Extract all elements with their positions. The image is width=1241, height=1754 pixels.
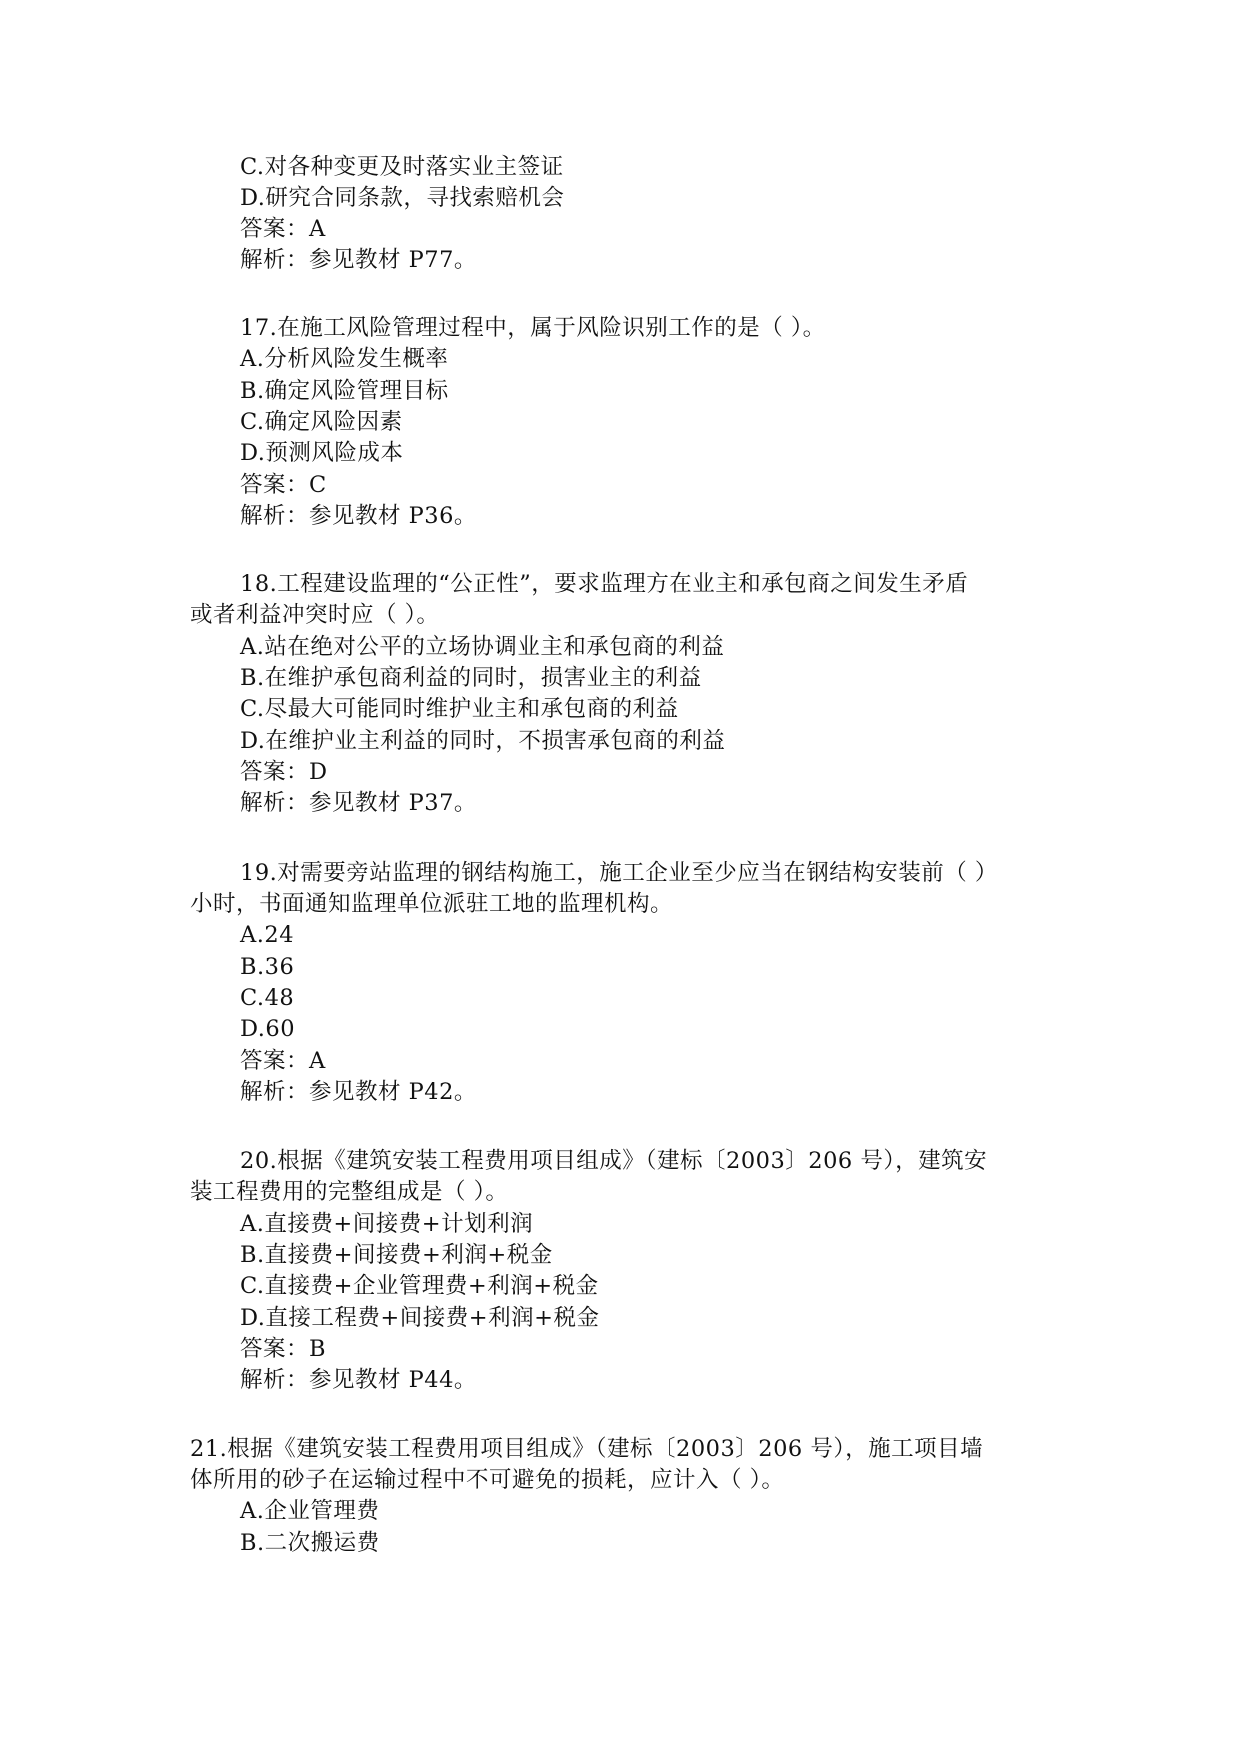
option-b: B.直接费+间接费+利润+税金 xyxy=(240,1242,553,1268)
analysis-line: 解析：参见教材 P77。 xyxy=(240,247,477,273)
option-b: B.在维护承包商利益的同时，损害业主的利益 xyxy=(240,665,702,691)
option-b: B.二次搬运费 xyxy=(240,1530,380,1556)
option-c: C.48 xyxy=(240,985,295,1011)
option-a: A.24 xyxy=(240,922,295,948)
answer-line: 答案：C xyxy=(240,472,327,498)
answer-line: 答案：A xyxy=(240,216,326,242)
option-c: C.尽最大可能同时维护业主和承包商的利益 xyxy=(240,696,679,722)
option-d: D.预测风险成本 xyxy=(240,440,404,466)
option-d: D.直接工程费+间接费+利润+税金 xyxy=(240,1305,600,1331)
question-text: 19.对需要旁站监理的钢结构施工，施工企业至少应当在钢结构安装前（ ） xyxy=(240,860,998,886)
option-a: A.分析风险发生概率 xyxy=(240,346,449,372)
option-a: A.站在绝对公平的立场协调业主和承包商的利益 xyxy=(240,634,725,660)
question-text-continued: 体所用的砂子在运输过程中不可避免的损耗，应计入（ ）。 xyxy=(190,1467,785,1493)
question-text-continued: 装工程费用的完整组成是（ ）。 xyxy=(190,1179,509,1205)
answer-line: 答案：A xyxy=(240,1048,326,1074)
option-d: D.在维护业主利益的同时，不损害承包商的利益 xyxy=(240,728,726,754)
answer-line: 答案：D xyxy=(240,759,328,785)
option-b: B.确定风险管理目标 xyxy=(240,378,449,404)
analysis-line: 解析：参见教材 P44。 xyxy=(240,1367,477,1393)
analysis-line: 解析：参见教材 P36。 xyxy=(240,503,477,529)
option-a: A.直接费+间接费+计划利润 xyxy=(240,1211,534,1237)
option-c: C.确定风险因素 xyxy=(240,409,403,435)
question-text-continued: 小时，书面通知监理单位派驻工地的监理机构。 xyxy=(190,891,674,917)
question-text: 18.工程建设监理的“公正性”，要求监理方在业主和承包商之间发生矛盾 xyxy=(240,571,969,597)
analysis-line: 解析：参见教材 P37。 xyxy=(240,790,477,816)
option-d: D.研究合同条款，寻找索赔机会 xyxy=(240,185,565,211)
question-text: 21.根据《建筑安装工程费用项目组成》（建标〔2003〕206 号），施工项目墙 xyxy=(190,1436,984,1462)
question-text: 17.在施工风险管理过程中，属于风险识别工作的是（ ）。 xyxy=(240,315,826,341)
option-c: C.直接费+企业管理费+利润+税金 xyxy=(240,1273,599,1299)
answer-line: 答案：B xyxy=(240,1336,327,1362)
analysis-line: 解析：参见教材 P42。 xyxy=(240,1079,477,1105)
option-b: B.36 xyxy=(240,954,295,980)
question-text: 20.根据《建筑安装工程费用项目组成》（建标〔2003〕206 号），建筑安 xyxy=(240,1148,988,1174)
option-d: D.60 xyxy=(240,1016,296,1042)
option-c: C.对各种变更及时落实业主签证 xyxy=(240,154,564,180)
question-text-continued: 或者利益冲突时应（ ）。 xyxy=(190,602,440,628)
option-a: A.企业管理费 xyxy=(240,1498,380,1524)
